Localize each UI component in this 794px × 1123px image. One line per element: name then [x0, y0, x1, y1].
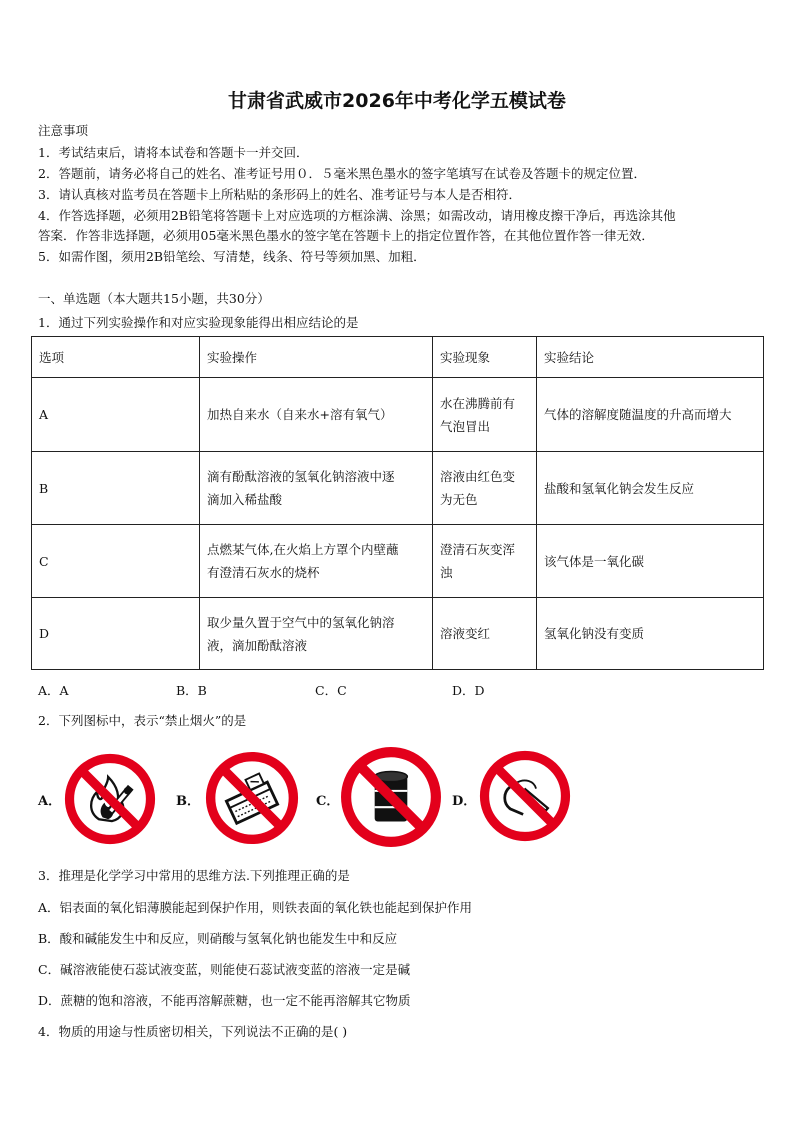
notice-item: 3．请认真核对监考员在答题卡上所粘贴的条形码上的姓名、准考证号与本人是否相符．: [38, 187, 521, 202]
cell-line: 溶液由红色变: [440, 469, 516, 484]
conclusion-cell: 氢氧化钠没有变质: [537, 598, 764, 670]
question-2-signs: [0, 748, 794, 848]
cell-line: 浊: [440, 565, 453, 580]
choice-d[interactable]: D．D: [452, 683, 485, 698]
operation-cell: [200, 525, 433, 598]
table-row: [32, 378, 764, 452]
option-cell: A: [32, 378, 200, 452]
cell-line: 为无色: [440, 492, 478, 507]
operation-cell: [200, 378, 433, 452]
header-cell: 选项: [32, 337, 200, 378]
choice-c[interactable]: C．C: [315, 683, 347, 698]
cell-line: 气泡冒出: [440, 418, 491, 434]
question-3-option-c[interactable]: C．碱溶液能使石蕊试液变蓝，则能使石蕊试液变蓝的溶液一定是碱: [38, 962, 411, 977]
table-row: [32, 598, 764, 670]
no-smoking-sign-icon: [479, 750, 571, 842]
option-cell: B: [32, 452, 200, 525]
notice-item: 4．作答选择题，必须用2B铅笔将答题卡上对应选项的方框涂满、涂黑；如需改动，请用橡皮擦干净后，再选涂其他: [38, 208, 676, 223]
no-matches-sign-icon: [205, 751, 299, 845]
option-cell: D: [32, 598, 200, 670]
operation-cell: [200, 598, 433, 670]
choice-a[interactable]: A．A: [38, 683, 69, 698]
notice-item: 2．答题前，请务必将自己的姓名、准考证号用０．５毫米黑色墨水的签字笔填写在试卷及答题卡的规定位置．: [38, 166, 646, 181]
conclusion-cell: 气体的溶解度随温度的升高而增大: [537, 378, 764, 452]
header-cell: 实验现象: [433, 337, 537, 378]
question-4-stem: 4．物质的用途与性质密切相关，下列说法不正确的是( ): [38, 1024, 348, 1039]
cell-line: 加热自来水（自来水+溶有氧气）: [207, 407, 393, 422]
page-title: 甘肃省武威市2026年中考化学五模试卷: [228, 90, 566, 112]
cell-line: 溶液变红: [440, 626, 491, 641]
conclusion-cell: 盐酸和氢氧化钠会发生反应: [537, 452, 764, 525]
phenomenon-cell: [433, 525, 537, 598]
question-3-option-b[interactable]: B．酸和碱能发生中和反应，则硝酸与氢氧化钠也能发生中和反应: [38, 931, 398, 946]
cell-line: 液，滴加酚酞溶液: [207, 637, 308, 653]
cell-line: 水在沸腾前有: [440, 395, 516, 411]
choice-b[interactable]: B．B: [176, 683, 207, 698]
question-3-stem: 3．推理是化学学习中常用的思维方法.下列推理正确的是: [38, 868, 350, 883]
phenomenon-cell: [433, 378, 537, 452]
notice-item: 5．如需作图，须用2B铅笔绘、写清楚，线条、符号等须加黑、加粗．: [38, 249, 426, 264]
sign-label-a[interactable]: A．: [38, 794, 62, 809]
no-oil-drum-sign-icon: [340, 746, 442, 848]
cell-line: 点燃某气体,在火焰上方罩个内壁蘸: [207, 542, 399, 557]
cell-line: 滴有酚酞溶液的氢氧化钠溶液中逐: [207, 469, 395, 484]
header-cell: 实验结论: [537, 337, 764, 378]
table-row: [32, 525, 764, 598]
experiment-table: [31, 336, 764, 670]
cell-line: 滴加入稀盐酸: [207, 492, 283, 507]
table-row: [32, 452, 764, 525]
operation-cell: [200, 452, 433, 525]
conclusion-cell: 该气体是一氧化碳: [537, 525, 764, 598]
question-3-option-a[interactable]: A．铝表面的氧化铝薄膜能起到保护作用，则铁表面的氧化铁也能起到保护作用: [38, 900, 473, 915]
question-2-stem: 2．下列图标中，表示“禁止烟火”的是: [38, 713, 247, 728]
no-fire-sign-icon: [64, 753, 156, 845]
cell-line: 澄清石灰变浑: [440, 542, 516, 557]
header-cell: 实验操作: [200, 337, 433, 378]
cell-line: 取少量久置于空气中的氢氧化钠溶: [207, 614, 395, 630]
cell-line: 有澄清石灰水的烧杯: [207, 565, 320, 580]
table-header-row: [32, 337, 764, 378]
phenomenon-cell: [433, 452, 537, 525]
notice-item: 答案．作答非选择题，必须用05毫米黑色墨水的签字笔在答题卡上的指定位置作答，在其他位置作答一律无效．: [38, 228, 654, 243]
question-3-option-d[interactable]: D．蔗糖的饱和溶液，不能再溶解蔗糖，也一定不能再溶解其它物质: [38, 993, 411, 1008]
phenomenon-cell: [433, 598, 537, 670]
option-cell: C: [32, 525, 200, 598]
notice-item: 1．考试结束后，请将本试卷和答题卡一并交回．: [38, 145, 309, 160]
question-1-stem: 1．通过下列实验操作和对应实验现象能得出相应结论的是: [38, 315, 359, 330]
sign-label-d[interactable]: D．: [452, 794, 477, 809]
sign-label-b[interactable]: B．: [176, 794, 200, 809]
notice-heading: 注意事项: [38, 123, 89, 138]
sign-label-c[interactable]: C．: [316, 794, 340, 809]
section-heading: 一、单选题（本大题共15小题，共30分）: [38, 291, 270, 306]
